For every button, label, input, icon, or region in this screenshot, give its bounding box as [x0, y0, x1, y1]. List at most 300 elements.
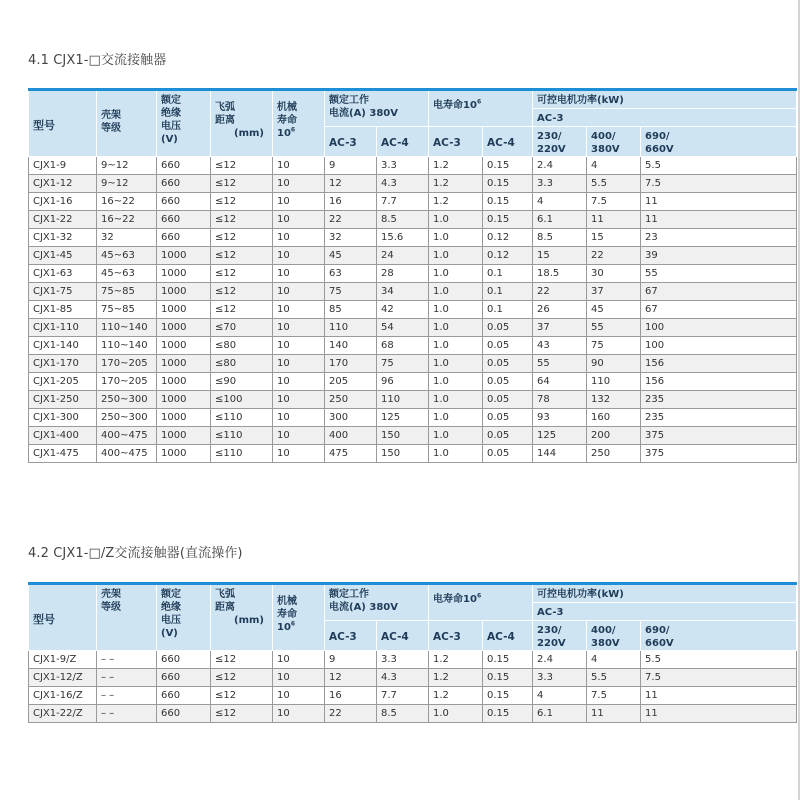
- cell-life-ac3: 1.0: [429, 337, 483, 355]
- cell-life-ac4: 0.15: [483, 687, 533, 705]
- cell-arc-distance: ≤12: [211, 211, 273, 229]
- header-arc-unit: (mm): [234, 128, 264, 139]
- cell-power-690v: 375: [641, 445, 797, 463]
- header-life-ac4: AC-4: [483, 621, 533, 651]
- table-row: [29, 301, 797, 319]
- cell-life-ac4: 0.1: [483, 283, 533, 301]
- header-rated-current: 额定工作 电流(A) 380V: [325, 584, 429, 621]
- cell-arc-distance: ≤12: [211, 247, 273, 265]
- cell-insulation-voltage: 1000: [157, 373, 211, 391]
- cell-life-ac3: 1.0: [429, 409, 483, 427]
- cell-life-ac3: 1.0: [429, 319, 483, 337]
- cell-life-ac3: 1.0: [429, 427, 483, 445]
- cell-insulation-voltage: 660: [157, 705, 211, 723]
- cell-current-ac4: 24: [377, 247, 429, 265]
- cell-frame-size: 170~205: [97, 355, 157, 373]
- table-row: [29, 427, 797, 445]
- cell-model: CJX1-12/Z: [29, 669, 97, 687]
- cell-mech-life: 10: [273, 229, 325, 247]
- cell-frame-size: 75~85: [97, 301, 157, 319]
- cell-model: CJX1-22/Z: [29, 705, 97, 723]
- cell-current-ac3: 45: [325, 247, 377, 265]
- cell-life-ac4: 0.15: [483, 651, 533, 669]
- table-row: [29, 409, 797, 427]
- cell-life-ac3: 1.0: [429, 705, 483, 723]
- cell-insulation-voltage: 1000: [157, 409, 211, 427]
- cell-power-230v: 8.5: [533, 229, 587, 247]
- cell-life-ac4: 0.15: [483, 705, 533, 723]
- cell-life-ac3: 1.2: [429, 193, 483, 211]
- cell-model: CJX1-205: [29, 373, 97, 391]
- cell-power-400v: 11: [587, 705, 641, 723]
- cell-arc-distance: ≤12: [211, 283, 273, 301]
- table-row: [29, 391, 797, 409]
- cell-arc-distance: ≤12: [211, 265, 273, 283]
- table-body: [29, 157, 797, 463]
- cell-arc-distance: ≤12: [211, 687, 273, 705]
- cell-frame-size: 16~22: [97, 211, 157, 229]
- header-current-ac4: AC-4: [377, 621, 429, 651]
- header-elec-exp: 6: [476, 98, 482, 106]
- cell-power-690v: 100: [641, 337, 797, 355]
- cell-current-ac4: 4.3: [377, 669, 429, 687]
- header-elec-life: [429, 90, 533, 127]
- cell-power-400v: 45: [587, 301, 641, 319]
- cell-frame-size: – –: [97, 651, 157, 669]
- cell-arc-distance: ≤12: [211, 705, 273, 723]
- header-arc: [211, 90, 273, 157]
- cell-life-ac3: 1.0: [429, 355, 483, 373]
- cell-model: CJX1-140: [29, 337, 97, 355]
- cell-frame-size: 32: [97, 229, 157, 247]
- cell-power-230v: 18.5: [533, 265, 587, 283]
- cell-power-400v: 75: [587, 337, 641, 355]
- cell-current-ac3: 170: [325, 355, 377, 373]
- cell-current-ac3: 85: [325, 301, 377, 319]
- cell-life-ac4: 0.05: [483, 373, 533, 391]
- cell-power-400v: 5.5: [587, 669, 641, 687]
- cell-power-400v: 30: [587, 265, 641, 283]
- cell-life-ac3: 1.0: [429, 373, 483, 391]
- cell-insulation-voltage: 660: [157, 193, 211, 211]
- cell-power-230v: 125: [533, 427, 587, 445]
- cell-power-400v: 22: [587, 247, 641, 265]
- cell-power-400v: 4: [587, 157, 641, 175]
- cell-frame-size: – –: [97, 669, 157, 687]
- cell-current-ac3: 110: [325, 319, 377, 337]
- cell-mech-life: 10: [273, 337, 325, 355]
- cell-mech-life: 10: [273, 445, 325, 463]
- table-row: [29, 283, 797, 301]
- cell-current-ac3: 205: [325, 373, 377, 391]
- section-title-cjx1-z: 4.2 CJX1-□/Z交流接触器(直流操作): [28, 546, 243, 561]
- cell-power-230v: 64: [533, 373, 587, 391]
- table-header: [29, 584, 797, 651]
- cell-current-ac4: 150: [377, 445, 429, 463]
- cell-arc-distance: ≤12: [211, 193, 273, 211]
- cell-arc-distance: ≤12: [211, 175, 273, 193]
- cell-mech-life: 10: [273, 687, 325, 705]
- cell-power-400v: 55: [587, 319, 641, 337]
- cell-power-230v: 37: [533, 319, 587, 337]
- cell-frame-size: – –: [97, 705, 157, 723]
- table-row: [29, 337, 797, 355]
- cell-power-690v: 11: [641, 705, 797, 723]
- cell-power-400v: 15: [587, 229, 641, 247]
- cell-life-ac4: 0.15: [483, 211, 533, 229]
- cell-model: CJX1-63: [29, 265, 97, 283]
- header-elec-label: 电寿命10: [433, 594, 477, 605]
- cell-life-ac4: 0.05: [483, 337, 533, 355]
- cell-current-ac3: 140: [325, 337, 377, 355]
- cell-current-ac4: 125: [377, 409, 429, 427]
- cell-mech-life: 10: [273, 211, 325, 229]
- cell-power-400v: 37: [587, 283, 641, 301]
- cell-arc-distance: ≤80: [211, 355, 273, 373]
- cell-life-ac3: 1.2: [429, 687, 483, 705]
- cell-power-690v: 235: [641, 391, 797, 409]
- cell-current-ac3: 22: [325, 211, 377, 229]
- cell-mech-life: 10: [273, 265, 325, 283]
- cell-power-400v: 90: [587, 355, 641, 373]
- cell-model: CJX1-75: [29, 283, 97, 301]
- cell-insulation-voltage: 1000: [157, 445, 211, 463]
- header-power-690v: 690/ 660V: [641, 127, 797, 157]
- cell-life-ac3: 1.2: [429, 175, 483, 193]
- cell-arc-distance: ≤12: [211, 669, 273, 687]
- cell-life-ac4: 0.05: [483, 391, 533, 409]
- cell-arc-distance: ≤110: [211, 427, 273, 445]
- cell-power-400v: 200: [587, 427, 641, 445]
- spec-table-cjx1: [28, 88, 797, 463]
- header-model: 型号: [29, 90, 97, 157]
- cell-mech-life: 10: [273, 283, 325, 301]
- cell-current-ac3: 475: [325, 445, 377, 463]
- cell-life-ac3: 1.2: [429, 669, 483, 687]
- cell-life-ac4: 0.05: [483, 319, 533, 337]
- cell-current-ac3: 12: [325, 175, 377, 193]
- cell-arc-distance: ≤12: [211, 157, 273, 175]
- header-elec-label: 电寿命10: [433, 100, 477, 111]
- cell-model: CJX1-32: [29, 229, 97, 247]
- cell-life-ac4: 0.15: [483, 175, 533, 193]
- cell-current-ac3: 9: [325, 157, 377, 175]
- cell-model: CJX1-250: [29, 391, 97, 409]
- cell-frame-size: 250~300: [97, 409, 157, 427]
- cell-arc-distance: ≤12: [211, 229, 273, 247]
- cell-power-690v: 11: [641, 211, 797, 229]
- cell-power-230v: 26: [533, 301, 587, 319]
- header-current-ac4: AC-4: [377, 127, 429, 157]
- header-mech-life: [273, 90, 325, 157]
- cell-current-ac4: 8.5: [377, 211, 429, 229]
- cell-power-690v: 67: [641, 283, 797, 301]
- cell-arc-distance: ≤12: [211, 651, 273, 669]
- cell-mech-life: 10: [273, 427, 325, 445]
- table-row: [29, 265, 797, 283]
- cell-power-690v: 67: [641, 301, 797, 319]
- cell-insulation-voltage: 1000: [157, 391, 211, 409]
- cell-power-400v: 110: [587, 373, 641, 391]
- header-power: 可控电机功率(kW): [533, 90, 797, 109]
- cell-power-400v: 4: [587, 651, 641, 669]
- cell-insulation-voltage: 1000: [157, 265, 211, 283]
- table-row: [29, 193, 797, 211]
- cell-life-ac3: 1.0: [429, 301, 483, 319]
- cell-current-ac3: 300: [325, 409, 377, 427]
- cell-current-ac4: 7.7: [377, 687, 429, 705]
- cell-current-ac4: 4.3: [377, 175, 429, 193]
- cell-insulation-voltage: 660: [157, 651, 211, 669]
- cell-current-ac3: 22: [325, 705, 377, 723]
- cell-frame-size: 110~140: [97, 319, 157, 337]
- table-header: [29, 90, 797, 157]
- header-model: 型号: [29, 584, 97, 651]
- header-current-ac3: AC-3: [325, 127, 377, 157]
- cell-power-400v: 250: [587, 445, 641, 463]
- cell-power-230v: 3.3: [533, 669, 587, 687]
- header-life-ac4: AC-4: [483, 127, 533, 157]
- cell-power-230v: 78: [533, 391, 587, 409]
- cell-insulation-voltage: 660: [157, 669, 211, 687]
- cell-insulation-voltage: 660: [157, 211, 211, 229]
- cell-current-ac4: 15.6: [377, 229, 429, 247]
- cell-current-ac4: 3.3: [377, 651, 429, 669]
- table-row: [29, 319, 797, 337]
- table-row: [29, 355, 797, 373]
- cell-power-230v: 6.1: [533, 705, 587, 723]
- cell-current-ac3: 32: [325, 229, 377, 247]
- table-row: [29, 705, 797, 723]
- cell-power-690v: 156: [641, 373, 797, 391]
- cell-insulation-voltage: 1000: [157, 283, 211, 301]
- cell-life-ac4: 0.15: [483, 669, 533, 687]
- cell-power-230v: 2.4: [533, 157, 587, 175]
- cell-mech-life: 10: [273, 651, 325, 669]
- cell-insulation-voltage: 1000: [157, 247, 211, 265]
- cell-life-ac4: 0.05: [483, 445, 533, 463]
- cell-life-ac4: 0.1: [483, 301, 533, 319]
- cell-power-230v: 43: [533, 337, 587, 355]
- cell-model: CJX1-110: [29, 319, 97, 337]
- cell-life-ac4: 0.12: [483, 229, 533, 247]
- cell-power-690v: 55: [641, 265, 797, 283]
- cell-frame-size: – –: [97, 687, 157, 705]
- cell-power-690v: 235: [641, 409, 797, 427]
- cell-current-ac4: 96: [377, 373, 429, 391]
- cell-mech-life: 10: [273, 409, 325, 427]
- cell-life-ac4: 0.15: [483, 157, 533, 175]
- cell-model: CJX1-170: [29, 355, 97, 373]
- cell-frame-size: 45~63: [97, 247, 157, 265]
- table-row: [29, 669, 797, 687]
- header-rated-current: 额定工作 电流(A) 380V: [325, 90, 429, 127]
- header-mech-life: [273, 584, 325, 651]
- header-mech-exp: 6: [290, 126, 296, 134]
- cell-arc-distance: ≤110: [211, 409, 273, 427]
- cell-life-ac3: 1.2: [429, 157, 483, 175]
- cell-current-ac3: 9: [325, 651, 377, 669]
- cell-mech-life: 10: [273, 247, 325, 265]
- table-row: [29, 211, 797, 229]
- cell-power-690v: 7.5: [641, 175, 797, 193]
- cell-life-ac3: 1.2: [429, 651, 483, 669]
- cell-power-400v: 7.5: [587, 193, 641, 211]
- cell-current-ac3: 12: [325, 669, 377, 687]
- cell-power-230v: 15: [533, 247, 587, 265]
- section-title-cjx1: 4.1 CJX1-□交流接触器: [28, 53, 167, 68]
- cell-frame-size: 75~85: [97, 283, 157, 301]
- cell-insulation-voltage: 1000: [157, 301, 211, 319]
- cell-insulation-voltage: 660: [157, 157, 211, 175]
- cell-power-400v: 160: [587, 409, 641, 427]
- table-row: [29, 445, 797, 463]
- cell-arc-distance: ≤110: [211, 445, 273, 463]
- cell-model: CJX1-9: [29, 157, 97, 175]
- cell-mech-life: 10: [273, 157, 325, 175]
- cell-arc-distance: ≤12: [211, 301, 273, 319]
- cell-power-400v: 7.5: [587, 687, 641, 705]
- cell-life-ac3: 1.0: [429, 229, 483, 247]
- header-power-230v: 230/ 220V: [533, 127, 587, 157]
- cell-current-ac4: 3.3: [377, 157, 429, 175]
- cell-insulation-voltage: 1000: [157, 337, 211, 355]
- cell-power-230v: 2.4: [533, 651, 587, 669]
- cell-model: CJX1-9/Z: [29, 651, 97, 669]
- cell-frame-size: 250~300: [97, 391, 157, 409]
- header-mech-exp: 6: [290, 620, 296, 628]
- table-row: [29, 247, 797, 265]
- table-row: [29, 175, 797, 193]
- cell-life-ac4: 0.12: [483, 247, 533, 265]
- header-elec-exp: 6: [476, 592, 482, 600]
- cell-insulation-voltage: 1000: [157, 355, 211, 373]
- cell-mech-life: 10: [273, 373, 325, 391]
- cell-mech-life: 10: [273, 175, 325, 193]
- cell-power-230v: 93: [533, 409, 587, 427]
- cell-current-ac4: 68: [377, 337, 429, 355]
- cell-current-ac3: 63: [325, 265, 377, 283]
- cell-life-ac4: 0.05: [483, 427, 533, 445]
- header-power-690v: 690/ 660V: [641, 621, 797, 651]
- cell-mech-life: 10: [273, 193, 325, 211]
- cell-current-ac3: 16: [325, 193, 377, 211]
- header-life-ac3: AC-3: [429, 127, 483, 157]
- cell-model: CJX1-22: [29, 211, 97, 229]
- cell-model: CJX1-475: [29, 445, 97, 463]
- cell-current-ac4: 110: [377, 391, 429, 409]
- cell-power-400v: 132: [587, 391, 641, 409]
- cell-arc-distance: ≤90: [211, 373, 273, 391]
- table-row: [29, 229, 797, 247]
- cell-current-ac4: 75: [377, 355, 429, 373]
- cell-power-230v: 6.1: [533, 211, 587, 229]
- cell-power-690v: 375: [641, 427, 797, 445]
- cell-life-ac4: 0.1: [483, 265, 533, 283]
- cell-power-690v: 100: [641, 319, 797, 337]
- cell-mech-life: 10: [273, 391, 325, 409]
- cell-model: CJX1-400: [29, 427, 97, 445]
- cell-frame-size: 400~475: [97, 445, 157, 463]
- cell-life-ac3: 1.0: [429, 211, 483, 229]
- cell-power-400v: 5.5: [587, 175, 641, 193]
- table-body: [29, 651, 797, 723]
- cell-power-690v: 7.5: [641, 669, 797, 687]
- cell-life-ac3: 1.0: [429, 391, 483, 409]
- cell-frame-size: 170~205: [97, 373, 157, 391]
- cell-model: CJX1-300: [29, 409, 97, 427]
- cell-power-690v: 23: [641, 229, 797, 247]
- cell-power-690v: 11: [641, 193, 797, 211]
- cell-frame-size: 400~475: [97, 427, 157, 445]
- cell-current-ac4: 8.5: [377, 705, 429, 723]
- header-ac3-group: AC-3: [533, 109, 797, 127]
- cell-frame-size: 110~140: [97, 337, 157, 355]
- cell-mech-life: 10: [273, 355, 325, 373]
- cell-power-690v: 5.5: [641, 651, 797, 669]
- cell-current-ac4: 54: [377, 319, 429, 337]
- header-frame: 壳架 等级: [97, 584, 157, 651]
- header-ac3-group: AC-3: [533, 603, 797, 621]
- header-mech-label: 机械 寿命 10: [277, 596, 297, 633]
- table-row: [29, 157, 797, 175]
- cell-model: CJX1-45: [29, 247, 97, 265]
- cell-insulation-voltage: 660: [157, 687, 211, 705]
- table-row: [29, 687, 797, 705]
- header-arc: [211, 584, 273, 651]
- cell-life-ac4: 0.05: [483, 355, 533, 373]
- table-row: [29, 373, 797, 391]
- header-arc-unit: (mm): [234, 615, 264, 626]
- header-current-ac3: AC-3: [325, 621, 377, 651]
- cell-frame-size: 9~12: [97, 175, 157, 193]
- cell-current-ac3: 16: [325, 687, 377, 705]
- cell-arc-distance: ≤70: [211, 319, 273, 337]
- cell-current-ac3: 250: [325, 391, 377, 409]
- cell-power-690v: 11: [641, 687, 797, 705]
- cell-life-ac3: 1.0: [429, 265, 483, 283]
- header-frame: 壳架 等级: [97, 90, 157, 157]
- cell-power-690v: 39: [641, 247, 797, 265]
- header-arc-label: 飞弧 距离: [215, 102, 235, 126]
- cell-current-ac4: 42: [377, 301, 429, 319]
- cell-power-230v: 4: [533, 193, 587, 211]
- cell-insulation-voltage: 660: [157, 175, 211, 193]
- cell-insulation-voltage: 660: [157, 229, 211, 247]
- cell-arc-distance: ≤100: [211, 391, 273, 409]
- cell-power-230v: 55: [533, 355, 587, 373]
- header-power-230v: 230/ 220V: [533, 621, 587, 651]
- spec-table-cjx1-z: [28, 582, 797, 723]
- header-life-ac3: AC-3: [429, 621, 483, 651]
- cell-frame-size: 45~63: [97, 265, 157, 283]
- cell-power-230v: 144: [533, 445, 587, 463]
- cell-current-ac4: 150: [377, 427, 429, 445]
- cell-life-ac3: 1.0: [429, 445, 483, 463]
- table-row: [29, 651, 797, 669]
- cell-frame-size: 9~12: [97, 157, 157, 175]
- cell-power-690v: 156: [641, 355, 797, 373]
- cell-mech-life: 10: [273, 319, 325, 337]
- cell-power-690v: 5.5: [641, 157, 797, 175]
- header-mech-label: 机械 寿命 10: [277, 102, 297, 139]
- cell-life-ac4: 0.15: [483, 193, 533, 211]
- cell-model: CJX1-16: [29, 193, 97, 211]
- cell-current-ac3: 75: [325, 283, 377, 301]
- header-power: 可控电机功率(kW): [533, 584, 797, 603]
- cell-current-ac3: 400: [325, 427, 377, 445]
- header-elec-life: [429, 584, 533, 621]
